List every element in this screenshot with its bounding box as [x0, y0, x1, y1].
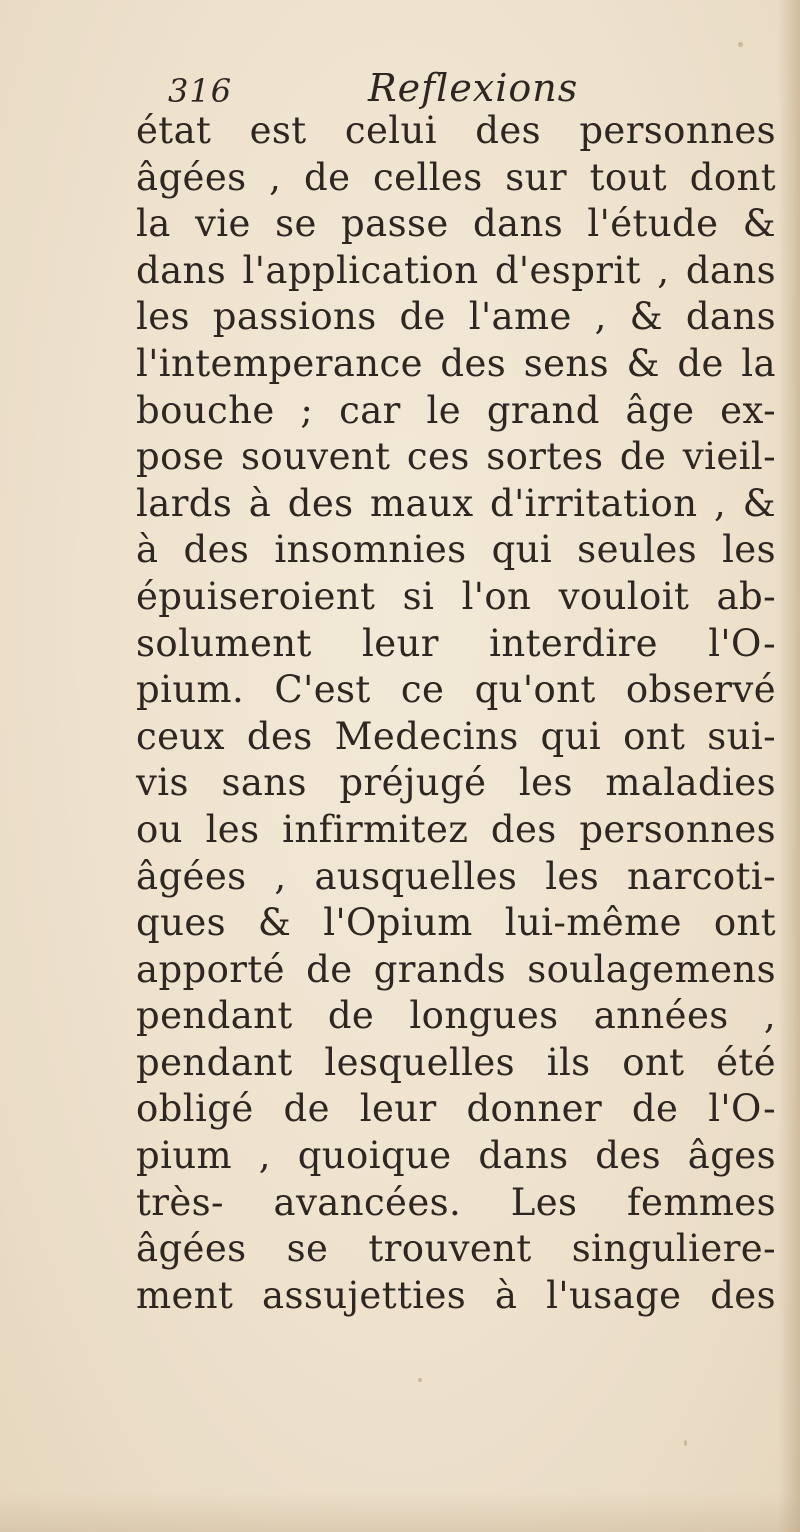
- text-line: âgées , ausquelles les narcoti-: [136, 854, 776, 898]
- paper-speck: [684, 1440, 687, 1446]
- text-line: pium. C'est ce qu'ont observé: [136, 668, 776, 712]
- text-line: ceux des Medecins qui ont sui-: [136, 714, 776, 758]
- text-line: la vie se passe dans l'étude &: [136, 202, 776, 246]
- text-line: bouche ; car le grand âge ex-: [136, 388, 776, 432]
- page-edge-shadow: [778, 0, 800, 1532]
- text-line: pendant de longues années ,: [136, 994, 776, 1038]
- text-line: l'intemperance des sens & de la: [136, 341, 776, 385]
- text-line: dans l'application d'esprit , dans: [136, 248, 776, 292]
- text-line: apporté de grands soulagemens: [136, 947, 776, 991]
- text-line: âgées , de celles sur tout dont: [136, 155, 776, 199]
- text-line: solument leur interdire l'O-: [136, 621, 776, 665]
- page-number: 316: [168, 72, 233, 110]
- text-line: pium , quoique dans des âges: [136, 1134, 776, 1178]
- running-title: Reflexions: [368, 66, 579, 110]
- text-line: ment assujetties à l'usage des: [136, 1273, 776, 1317]
- text-line: épuiseroient si l'on vouloit ab-: [136, 574, 776, 618]
- text-line: très- avancées. Les femmes: [136, 1180, 776, 1224]
- text-line: ou les infirmitez des personnes: [136, 807, 776, 851]
- text-line: ques & l'Opium lui-même ont: [136, 901, 776, 945]
- text-line: à des insomnies qui seules les: [136, 528, 776, 572]
- text-line: âgées se trouvent singuliere-: [136, 1227, 776, 1271]
- text-line: état est celui des personnes: [136, 109, 776, 152]
- text-line: les passions de l'ame , & dans: [136, 295, 776, 339]
- text-line: lards à des maux d'irritation , &: [136, 481, 776, 525]
- text-line: obligé de leur donner de l'O-: [136, 1087, 776, 1131]
- page-bottom-shadow: [0, 1492, 800, 1532]
- body-text: [136, 108, 776, 1319]
- paper-speck: [418, 1378, 422, 1382]
- paper-speck: [738, 42, 743, 47]
- text-line: pendant lesquelles ils ont été: [136, 1040, 776, 1084]
- text-line: vis sans préjugé les maladies: [136, 761, 776, 805]
- text-line: pose souvent ces sortes de vieil-: [136, 435, 776, 479]
